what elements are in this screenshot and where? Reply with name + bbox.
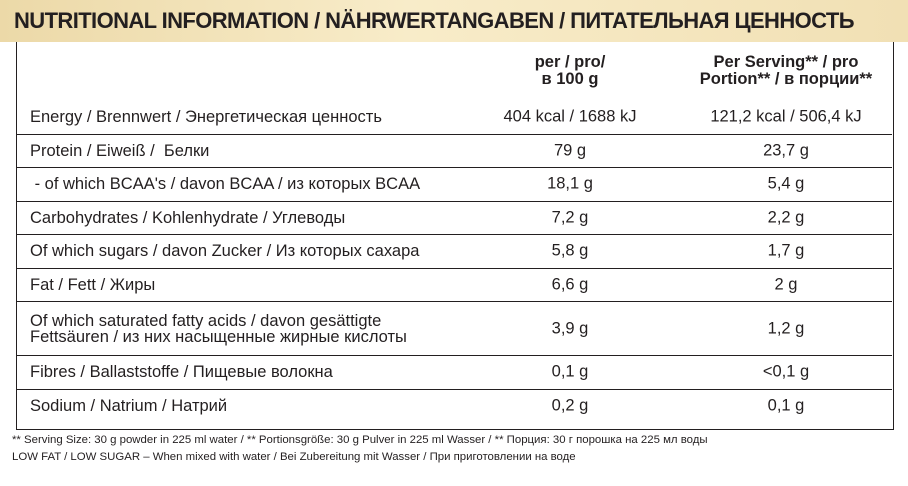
table-body [17, 101, 892, 423]
table-row-bcaa [17, 168, 892, 202]
value-per-100g: 3,9 g [551, 319, 589, 337]
row-label-line2: Fettsäuren / из них насыщенные жирные кислоты [30, 327, 407, 346]
value-per-serving: 0,1 g [767, 396, 805, 415]
row-label: Fibres / Ballaststoffe / Пищевые волокна [30, 363, 333, 382]
value-per-serving: 5,4 g [767, 174, 805, 193]
value-per-100g: 7,2 g [551, 208, 589, 227]
value-per-serving: 1,7 g [767, 241, 805, 260]
value-per-100g: 18,1 g [547, 174, 593, 193]
table-row-sodium [17, 390, 892, 424]
value-per-100g: 6,6 g [551, 275, 589, 294]
value-per-serving: <0,1 g [762, 362, 810, 381]
footnote [12, 432, 902, 466]
row-label: Of which sugars / davon Zucker / Из которых сахара [30, 242, 420, 261]
title-bar [0, 0, 908, 42]
value-per-serving: 23,7 g [763, 141, 809, 160]
row-label [30, 313, 480, 345]
row-label: Carbohydrates / Kohlenhydrate / Углеводы [30, 208, 346, 227]
value-per-100g: 404 kcal / 1688 kJ [503, 107, 637, 126]
column-header-per-serving-line2: Portion** / в порции** [699, 70, 873, 88]
value-per-serving: 2 g [774, 275, 798, 294]
table-row-energy [17, 101, 892, 135]
row-label: Protein / Eiweiß / Белки [30, 141, 210, 160]
footnote-low-fat: LOW FAT / LOW SUGAR – When mixed with water / Bei Zubereitung mit Wasser / При приготовлении на воде [12, 451, 576, 463]
table-row-fat [17, 269, 892, 303]
value-per-100g: 5,8 g [551, 241, 589, 260]
value-per-serving: 1,2 g [767, 319, 805, 337]
nutrition-table [16, 42, 894, 430]
column-header-per-serving [675, 54, 897, 88]
footnote-serving-size: ** Serving Size: 30 g powder in 225 ml water / ** Portionsgröße: 30 g Pulver in 225 ml Wasser / ** Порция: 30 г порошка на 225 мл воды [12, 434, 708, 446]
value-per-100g: 0,1 g [551, 362, 589, 381]
row-label: Sodium / Natrium / Натрий [30, 397, 228, 416]
column-header-per-100g [489, 54, 651, 88]
table-row-carbohydrates [17, 202, 892, 236]
table-row-fibres [17, 356, 892, 390]
table-row-protein [17, 135, 892, 169]
column-header-per-100g-line2: в 100 g [541, 70, 599, 88]
table-row-sugars [17, 235, 892, 269]
value-per-serving: 2,2 g [767, 208, 805, 227]
row-label: Fat / Fett / Жиры [30, 275, 156, 294]
column-header-per-serving-line1: Per Serving** / pro [713, 53, 859, 71]
value-per-100g: 0,2 g [551, 396, 589, 415]
column-header-per-100g-line1: per / pro/ [534, 53, 606, 71]
value-per-serving: 121,2 kcal / 506,4 kJ [710, 107, 862, 126]
row-label-line1: Of which saturated fatty acids / davon gesättigte [30, 311, 382, 330]
value-per-100g: 79 g [553, 141, 587, 160]
page-title: NUTRITIONAL INFORMATION / NÄHRWERTANGABEN / ПИТАТЕЛЬНАЯ ЦЕННОСТЬ [14, 8, 854, 33]
row-label: Energy / Brennwert / Энергетическая ценность [30, 108, 382, 127]
row-label: - of which BCAA's / davon BCAA / из которых BCAA [30, 175, 421, 194]
table-row-saturated-fat [17, 302, 892, 356]
